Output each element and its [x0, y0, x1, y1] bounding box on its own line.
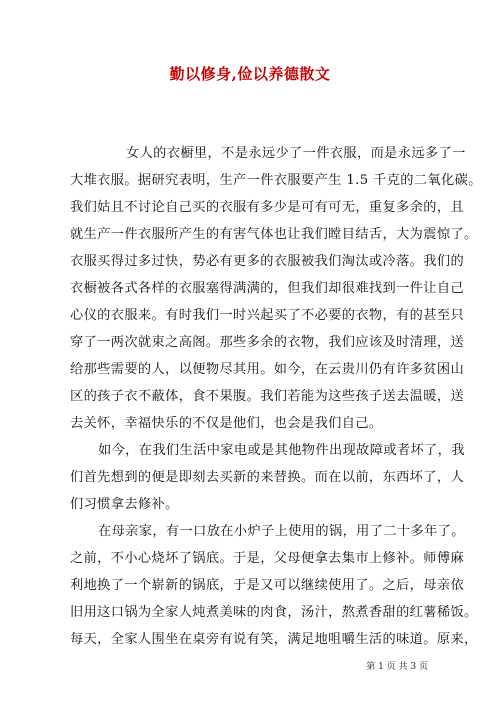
- text-line: 之前，不小心烧坏了锅底。于是，父母便拿去集市上修补。师傅麻: [70, 551, 465, 566]
- text-line: 区的孩子衣不蔽体，食不果腹。我们若能为这些孩子送去温暖，送: [70, 389, 465, 404]
- text-line: 们首先想到的便是即刻去买新的来替换。而在以前，东西坏了，人: [70, 470, 465, 485]
- text-line: 衣橱被各式各样的衣服塞得满满的，但我们却很难找到一件让自己: [70, 281, 465, 296]
- text-line: 们习惯拿去修补。: [70, 497, 179, 512]
- text-line: 就生产一件衣服所产生的有害气体也让我们瞠目结舌，大为震惊了。: [70, 227, 478, 242]
- text-line: 给那些需要的人，以便物尽其用。如今，在云贵川仍有许多贫困山: [70, 362, 465, 377]
- text-line: 女人的衣橱里，不是永远少了一件衣服，而是永远多了一: [126, 146, 466, 161]
- text-line: 去关怀，幸福快乐的不仅是他们，也会是我们自己。: [70, 416, 383, 431]
- text-line: 穿了一两次就束之高阁。那些多余的衣物，我们应该及时清理，送: [70, 335, 465, 350]
- text-line: 心仪的衣服来。有时我们一时兴起买了不必要的衣物，有的甚至只: [70, 308, 465, 323]
- text-line: 衣服买得过多过快，势必有更多的衣服被我们淘汰或冷落。我们的: [70, 254, 465, 269]
- page-title: 勤以修身,俭以养德散文: [169, 65, 331, 83]
- text-line: 大堆衣服。据研究表明，生产一件衣服要产生 1.5 千克的二氧化碳。: [70, 173, 482, 188]
- page-number-footer: 第 1 页 共 3 页: [366, 662, 428, 672]
- text-line: 每天，全家人围坐在桌旁有说有笑，满足地咀嚼生活的味道。原来，: [70, 632, 478, 647]
- text-line: 我们姑且不讨论自己买的衣服有多少是可有可无，重复多余的，且: [70, 200, 465, 215]
- text-line: 旧用这口锅为全家人炖煮美味的肉食，汤汁，熬煮香甜的红薯稀饭。: [70, 605, 478, 620]
- article-body: [70, 140, 482, 653]
- text-line: 如今，在我们生活中家电或是其他物件出现故障或者坏了，我: [98, 443, 465, 458]
- text-line: 在母亲家，有一口放在小炉子上使用的锅，用了二十多年了。: [98, 524, 465, 539]
- text-line: 利地换了一个崭新的锅底，于是又可以继续使用了。之后，母亲依: [70, 578, 465, 593]
